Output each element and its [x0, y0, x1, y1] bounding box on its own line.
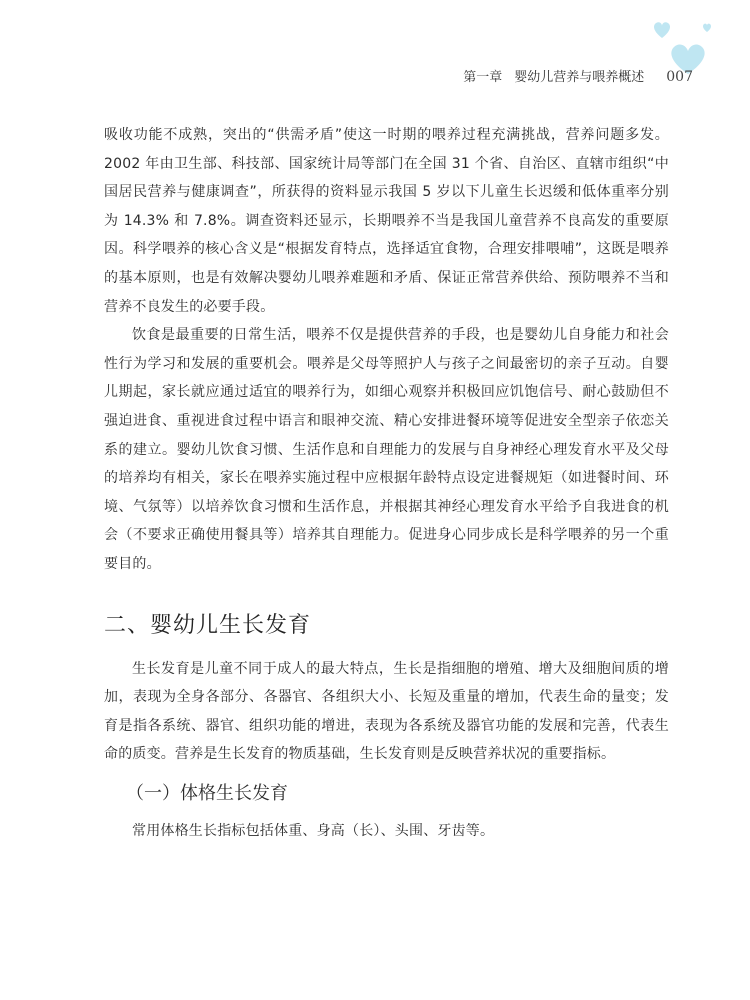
- running-head: [463, 66, 693, 85]
- subsection-heading-physical: （一）体格生长发育: [126, 782, 288, 804]
- small-heart-icon: [654, 22, 670, 38]
- tiny-heart-icon: [703, 24, 711, 32]
- section-heading-growth: 二、婴幼儿生长发育: [104, 612, 312, 638]
- paragraph-growth: 生长发育是儿童不同于成人的最大特点，生长是指细胞的增殖、增大及细胞间质的增加，表现为全身各部分、各器官、各组织大小、长短及重量的增加，代表生命的量变；发育是指各系统、器官、组织功能的增进，表现为各系统及器官功能的发展和完善，代表生命的质变。营养是生长发育的物质基础，生长发育则是反映营养状况的重要指标。: [104, 660, 669, 763]
- paragraph-feeding: 饮食是最重要的日常生活，喂养不仅是提供营养的手段，也是婴幼儿自身能力和社会性行为学习和发展的重要机会。喂养是父母等照护人与孩子之间最密切的亲子互动。自婴儿期起，家长就应通过适宜的喂养行为，如细心观察并积极回应饥饱信号、耐心鼓励但不强迫进食、重视进食过程中语言和眼神交流、精心安排进餐环境等促进安全型亲子依恋关系的建立。婴幼儿饮食习惯、生活作息和自理能力的发展与自身神经心理发育水平及父母的培养均有相关，家长在喂养实施过程中应根据年龄特点设定进餐规矩（如进餐时间、环境、气氛等）以培养饮食习惯和生活作息，并根据其神经心理发育水平给予自我进食的机会（不要求正确使用餐具等）培养其自理能力。促进身心同步成长是科学喂养的另一个重要目的。: [104, 327, 669, 572]
- chapter-label: 第一章: [463, 70, 503, 85]
- page-number: 007: [666, 69, 693, 85]
- chapter-title: 婴幼儿营养与喂养概述: [514, 70, 645, 85]
- page-body: [104, 121, 669, 845]
- paragraph-continuation: 吸收功能不成熟，突出的“供需矛盾”使这一时期的喂养过程充满挑战，营养问题多发。2002 年由卫生部、科技部、国家统计局等部门在全国 31 个省、自治区、直辖市组织“中国居民营养与健康调查”，所获得的资料显示我国 5 岁以下儿童生长迟缓和低体重率分别为 14.3% 和 7.8%。调查资料还显示，长期喂养不当是我国儿童营养不良高发的重要原因。科学喂养的核心含义是“根据发育特点，选择适宜食物，合理安排喂哺”，这既是喂养的基本原则，也是有效解决婴幼儿喂养难题和矛盾、保证正常营养供给、预防喂养不当和营养不良发生的必要手段。: [104, 127, 669, 315]
- paragraph-indicators: 常用体格生长指标包括体重、身高（长）、头围、牙齿等。: [132, 822, 495, 839]
